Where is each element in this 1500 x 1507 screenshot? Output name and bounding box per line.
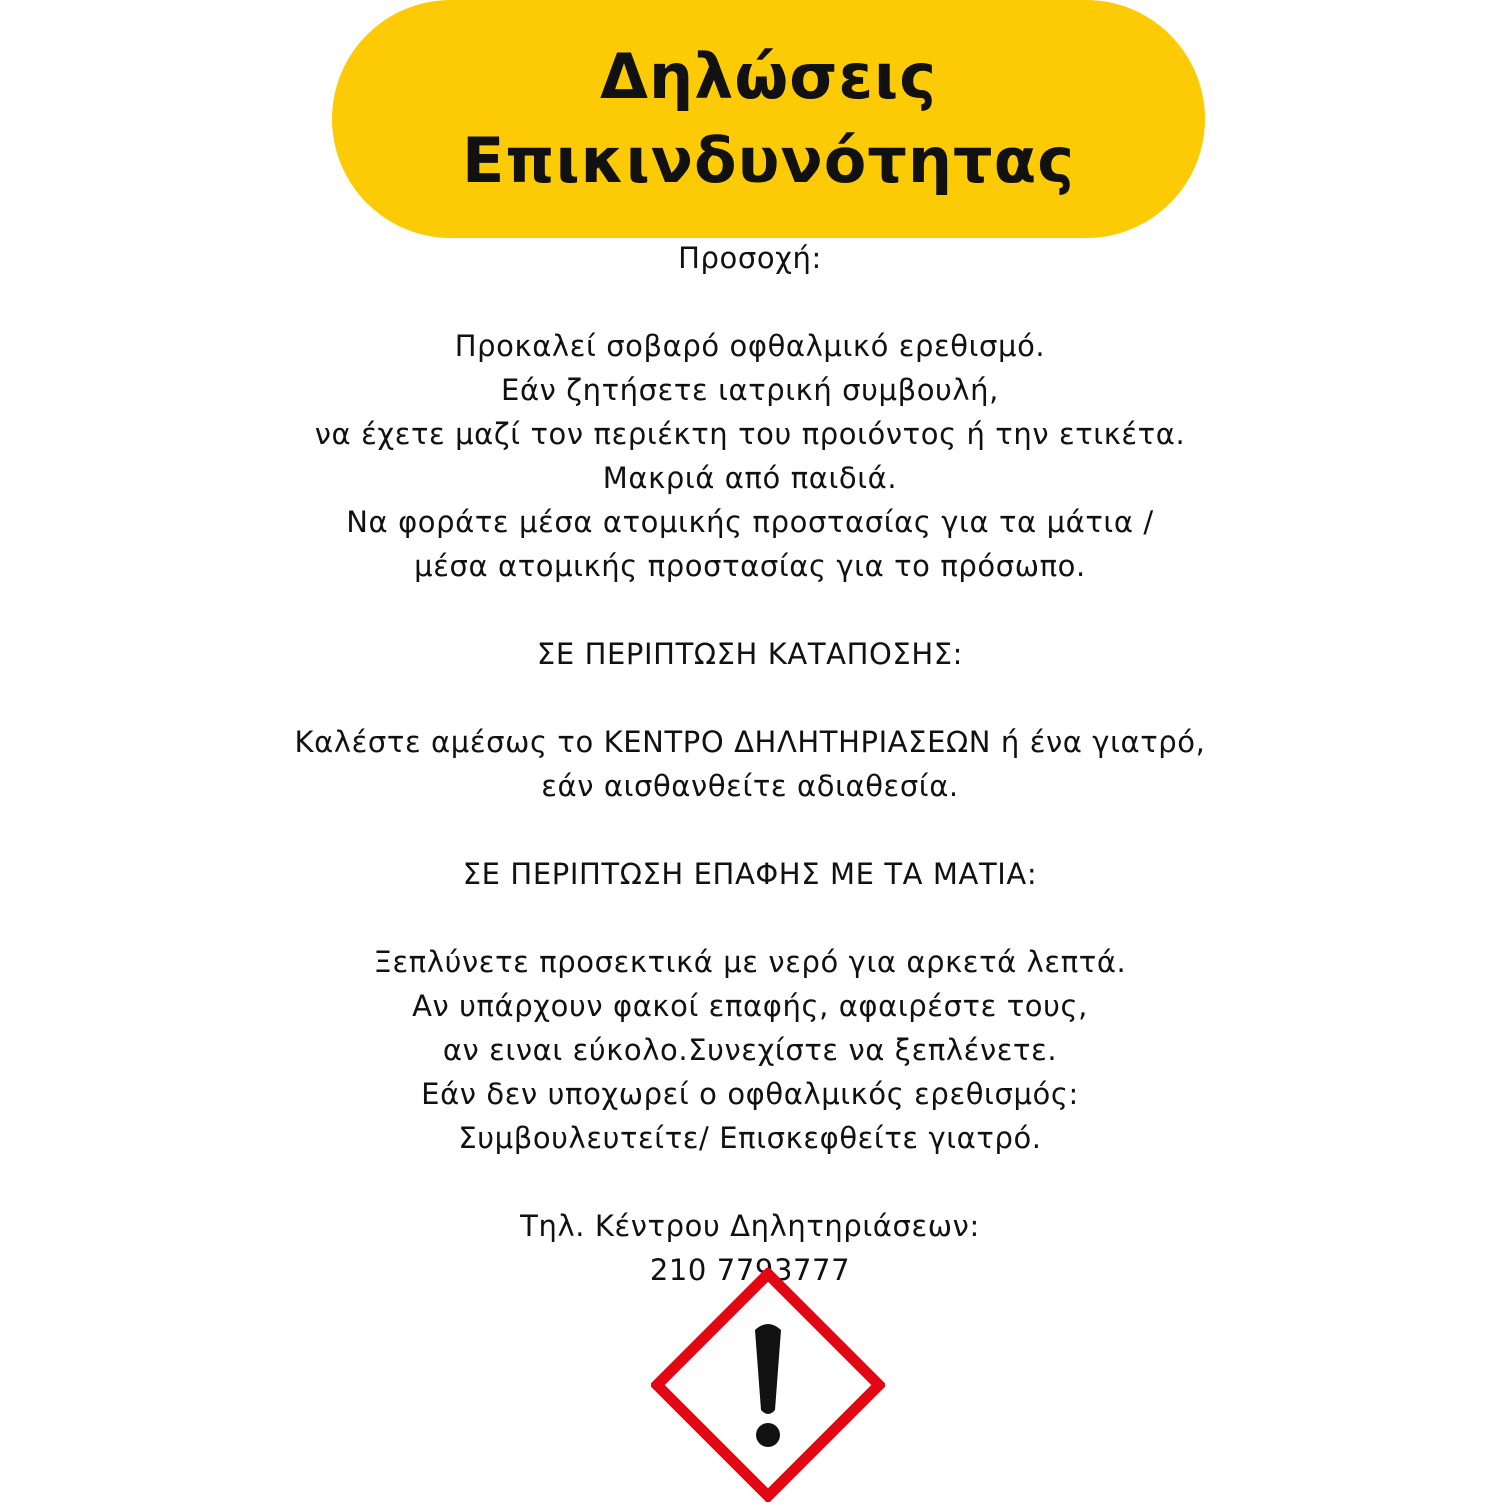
spacer (0, 676, 1500, 720)
caution-line: Προκαλεί σοβαρό οφθαλμικό ερεθισμό. (454, 329, 1046, 363)
caution-line: Να φοράτε μέσα ατομικής προστασίας για τα μάτια / (346, 505, 1154, 539)
ghs-exclamation-mark-icon (651, 1268, 885, 1502)
spacer (0, 808, 1500, 852)
eye-contact-line: Αν υπάρχουν φακοί επαφής, αφαιρέστε τους, (412, 989, 1088, 1023)
poison-center-phone: 210 7793777 (649, 1253, 851, 1287)
eye-contact-line: Ξεπλύνετε προσεκτικά με νερό για αρκετά λεπτά. (373, 945, 1127, 979)
exclamation-dot (756, 1423, 780, 1447)
spacer (0, 588, 1500, 632)
caution-label: Προσοχή: (678, 241, 822, 275)
caution-line: να έχετε μαζί τον περιέκτη του προιόντος ή την ετικέτα. (314, 417, 1186, 451)
caution-line: μέσα ατομικής προστασίας για το πρόσωπο. (414, 549, 1086, 583)
ingestion-line: Καλέστε αμέσως το ΚΕΝΤΡΟ ΔΗΛΗΤΗΡΙΑΣΕΩΝ ή ένα γιατρό, (294, 725, 1206, 759)
eye-contact-line: Εάν δεν υποχωρεί ο οφθαλμικός ερεθισμός: (421, 1077, 1079, 1111)
spacer (0, 896, 1500, 940)
poison-center-label: Τηλ. Κέντρου Δηλητηριάσεων: (520, 1209, 980, 1243)
spacer (0, 280, 1500, 324)
eye-contact-line: αν ειναι εύκολο.Συνεχίστε να ξεπλένετε. (442, 1033, 1058, 1067)
title-banner (332, 0, 1205, 238)
eye-contact-line: Συμβουλευτείτε/ Επισκεφθείτε γιατρό. (458, 1121, 1042, 1155)
ingestion-line: εάν αισθανθείτε αδιαθεσία. (541, 769, 959, 803)
caution-line: Μακριά από παιδιά. (602, 461, 898, 495)
caution-line: Εάν ζητήσετε ιατρική συμβουλή, (501, 373, 999, 407)
title-line-1: Δηλώσεις (600, 40, 937, 113)
spacer (0, 1160, 1500, 1204)
eye-contact-heading: ΣΕ ΠΕΡΙΠΤΩΣΗ ΕΠΑΦΗΣ ΜΕ ΤΑ ΜΑΤΙΑ: (462, 857, 1038, 891)
title-line-2: Επικινδυνότητας (462, 124, 1075, 197)
hazard-statements-body (0, 236, 1500, 1292)
ingestion-heading: ΣΕ ΠΕΡΙΠΤΩΣΗ ΚΑΤΑΠΟΣΗΣ: (536, 637, 964, 671)
